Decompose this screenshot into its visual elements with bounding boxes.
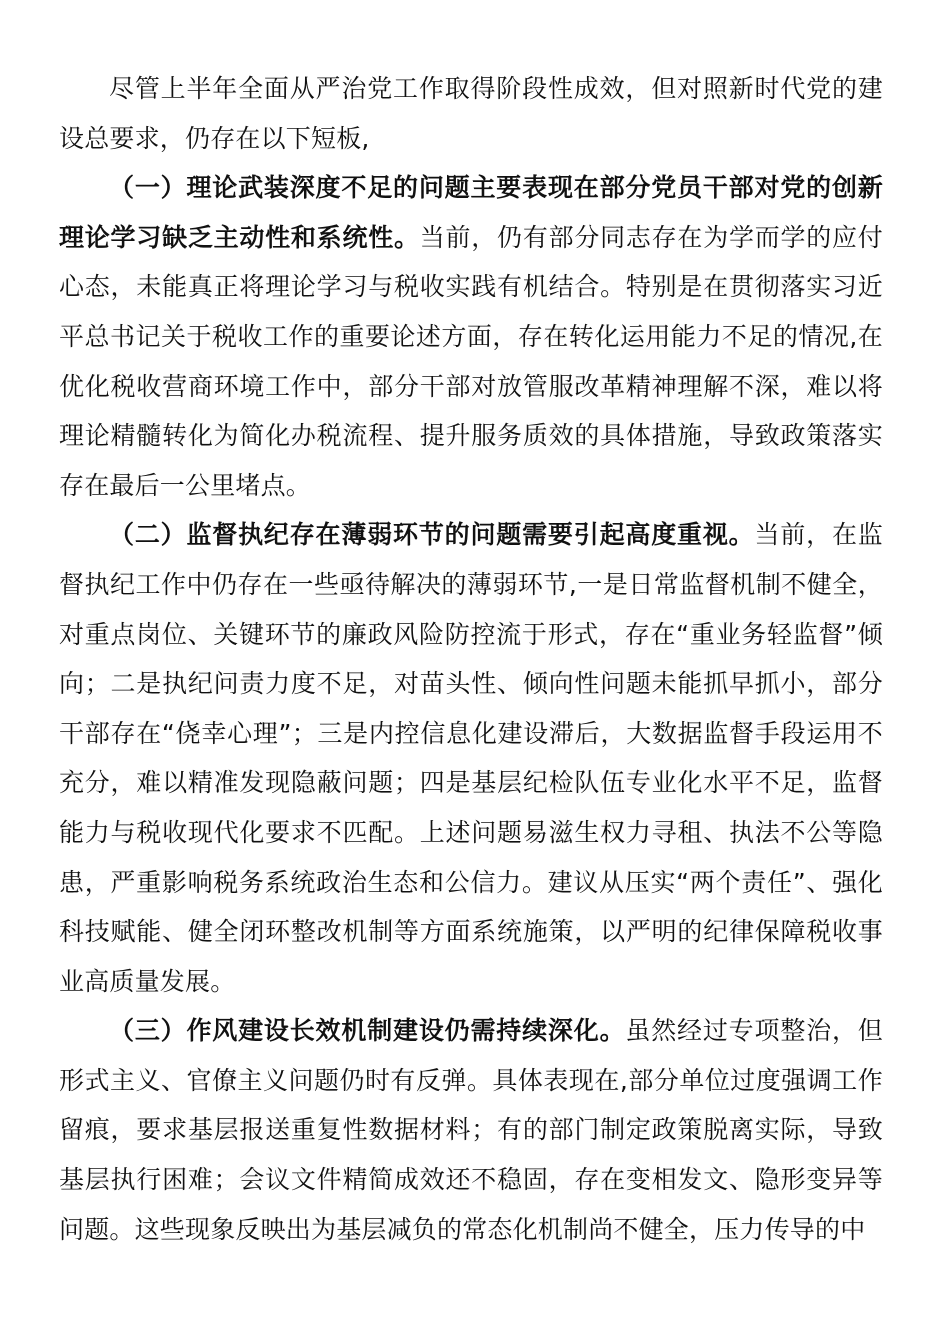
document-body [59,64,883,1254]
section-3-heading: （三）作风建设长效机制建设仍需持续深化。 [109,1016,626,1046]
section-3-paragraph [59,1006,883,1254]
intro-paragraph [59,64,883,163]
intro-text: 尽管上半年全面从严治党工作取得阶段性成效，但对照新时代党的建设总要求，仍存在以下短板, [59,74,883,153]
section-1-body: 当前，仍有部分同志存在为学而学的应付心态，未能真正将理论学习与税收实践有机结合。特别是在贯彻落实习近平总书记关于税收工作的重要论述方面，存在转化运用能力不足的情况,在优化税收营商环境工作中，部分干部对放管服改革精神理解不深，难以将理论精髓转化为简化办税流程、提升服务质效的具体措施，导致政策落实存在最后一公里堵点。 [59,222,883,500]
section-1-paragraph [59,163,883,510]
section-2-body: 当前，在监督执纪工作中仍存在一些亟待解决的薄弱环节,一是日常监督机制不健全，对重点岗位、关键环节的廉政风险防控流于形式，存在“重业务轻监督”倾向；二是执纪问责力度不足，对苗头性、倾向性问题未能抓早抓小，部分干部存在“侥幸心理”；三是内控信息化建设滞后，大数据监督手段运用不充分，难以精准发现隐蔽问题；四是基层纪检队伍专业化水平不足，监督能力与税收现代化要求不匹配。上述问题易滋生权力寻租、执法不公等隐患，严重影响税务系统政治生态和公信力。建议从压实“两个责任”、强化科技赋能、健全闭环整改机制等方面系统施策，以严明的纪律保障税收事业高质量发展。 [59,520,883,996]
section-2-heading: （二）监督执纪存在薄弱环节的问题需要引起高度重视。 [109,520,755,550]
section-1-heading: （一）理论武装深度不足的问题主要表现在部分党员干部对党的创新理论学习缺乏主动性和系统性。 [59,173,883,252]
section-3-body: 虽然经过专项整治，但形式主义、官僚主义问题仍时有反弹。具体表现在,部分单位过度强调工作留痕，要求基层报送重复性数据材料；有的部门制定政策脱离实际，导致基层执行困难；会议文件精简成效还不稳固，存在变相发文、隐形变异等问题。这些现象反映出为基层减负的常态化机制尚不健全，压力传导的中 [59,1016,883,1244]
section-2-paragraph [59,510,883,1006]
